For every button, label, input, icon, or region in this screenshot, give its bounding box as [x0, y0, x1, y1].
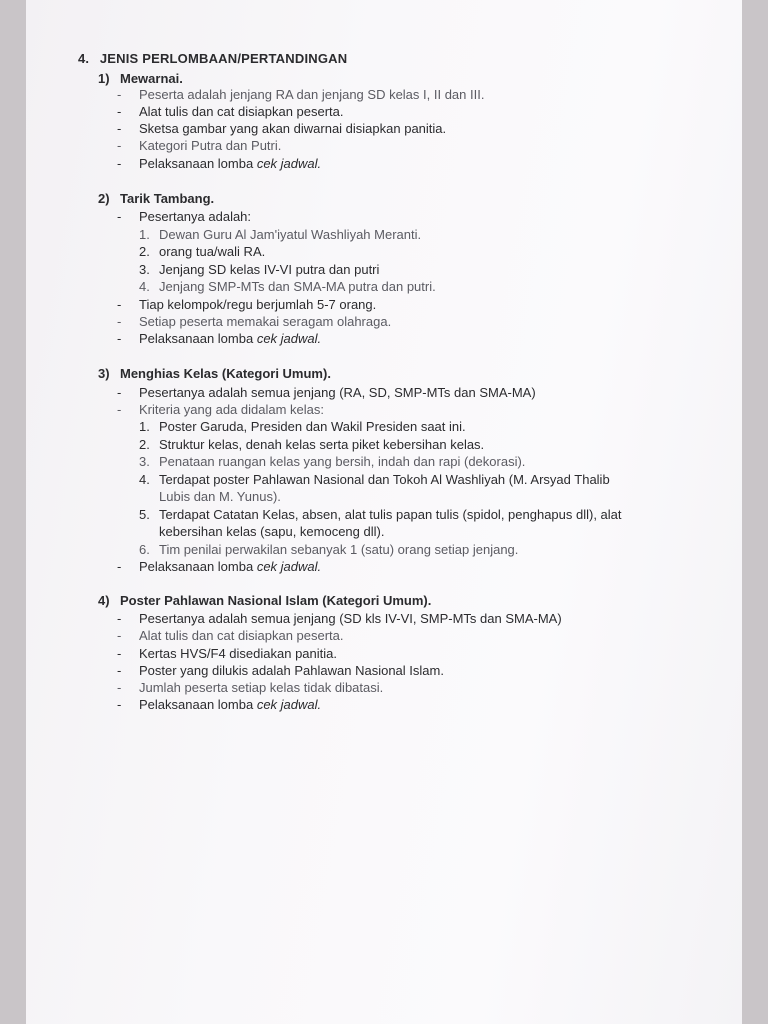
sub-text-cont: Lubis dan M. Yunus). — [159, 489, 281, 504]
heading-number: 4. — [78, 51, 90, 66]
sub-item — [139, 541, 518, 558]
section-title-text: Menghias Kelas (Kategori Umum). — [120, 366, 331, 381]
sub-number: 1. — [139, 227, 150, 242]
sub-text: Jenjang SD kelas IV-VI putra dan putri — [159, 262, 380, 277]
item-text: Pelaksanaan lomba — [139, 156, 257, 171]
item-text: Setiap peserta memakai seragam olahraga. — [139, 314, 392, 329]
section-title-tarik-tambang — [98, 191, 214, 206]
sub-number: 5. — [139, 507, 150, 522]
list-item: - Sketsa gambar yang akan diwarnai disiapkan panitia. — [117, 121, 447, 136]
sub-item — [139, 278, 436, 295]
list-item: - Alat tulis dan cat disiapkan peserta. — [117, 628, 344, 643]
sub-text: Terdapat Catatan Kelas, absen, alat tulis papan tulis (spidol, penghapus dll), alat — [159, 507, 622, 522]
sub-number: 4. — [139, 472, 150, 487]
sub-item — [139, 418, 466, 435]
list-item: - Kategori Putra dan Putri. — [117, 138, 282, 153]
section-title-text: Mewarnai. — [120, 71, 183, 86]
sub-item — [139, 436, 484, 453]
sub-text: Tim penilai perwakilan sebanyak 1 (satu) orang setiap jenjang. — [159, 542, 519, 557]
heading-title: JENIS PERLOMBAAN/PERTANDINGAN — [99, 51, 348, 66]
item-italic: cek jadwal. — [256, 331, 322, 346]
item-text: Alat tulis dan cat disiapkan peserta. — [139, 628, 344, 643]
section-number: 2) — [98, 191, 110, 206]
item-text: Tiap kelompok/regu berjumlah 5-7 orang. — [139, 297, 377, 312]
section-title-mewarnai — [98, 71, 183, 86]
sub-item — [139, 243, 265, 260]
section-title-text: Tarik Tambang. — [120, 191, 215, 206]
item-text: Pesertanya adalah semua jenjang (RA, SD, SMP-MTs dan SMA-MA) — [139, 385, 536, 400]
list-item: - Alat tulis dan cat disiapkan peserta. — [117, 104, 344, 119]
sub-text: Poster Garuda, Presiden dan Wakil Presiden saat ini. — [159, 419, 466, 434]
item-text: Pesertanya adalah: — [139, 209, 252, 224]
list-item: - Setiap peserta memakai seragam olahraga. — [117, 314, 392, 329]
item-text: Kertas HVS/F4 disediakan panitia. — [139, 646, 337, 661]
sub-number: 3. — [139, 454, 150, 469]
list-item: - Pesertanya adalah semua jenjang (RA, SD, SMP-MTs dan SMA-MA) — [117, 385, 536, 400]
list-item: - Peserta adalah jenjang RA dan jenjang SD kelas I, II dan III. — [117, 87, 485, 102]
sub-text: Penataan ruangan kelas yang bersih, indah dan rapi (dekorasi). — [159, 454, 526, 469]
item-text: Kriteria yang ada didalam kelas: — [139, 402, 324, 417]
section-title-text: Poster Pahlawan Nasional Islam (Kategori Umum). — [120, 593, 432, 608]
item-italic: cek jadwal. — [256, 559, 322, 574]
section-title-poster-pahlawan — [98, 593, 431, 608]
section-number: 1) — [98, 71, 110, 86]
item-text: Jumlah peserta setiap kelas tidak dibatasi. — [139, 680, 384, 695]
list-item: - Pesertanya adalah: — [117, 209, 252, 224]
list-item: - Pelaksanaan lomba cek jadwal. — [117, 156, 322, 171]
item-text: Alat tulis dan cat disiapkan peserta. — [139, 104, 344, 119]
section-number: 4) — [98, 593, 110, 608]
list-item: - Jumlah peserta setiap kelas tidak dibatasi. — [117, 680, 384, 695]
sub-text: Dewan Guru Al Jam'iyatul Washliyah Meranti. — [159, 227, 422, 242]
sub-number: 2. — [139, 244, 150, 259]
sub-item — [139, 453, 525, 470]
sub-text: Struktur kelas, denah kelas serta piket kebersihan kelas. — [159, 437, 485, 452]
section-title-menghias-kelas — [98, 366, 331, 381]
sub-item — [139, 506, 622, 523]
item-text: Pelaksanaan lomba — [139, 559, 257, 574]
list-item: - Pelaksanaan lomba cek jadwal. — [117, 559, 322, 574]
sub-text: Terdapat poster Pahlawan Nasional dan Tokoh Al Washliyah (M. Arsyad Thalib — [159, 472, 610, 487]
sub-item — [139, 471, 610, 488]
list-item: - Kertas HVS/F4 disediakan panitia. — [117, 646, 337, 661]
section-number: 3) — [98, 366, 110, 381]
list-item: - Pesertanya adalah semua jenjang (SD kls IV-VI, SMP-MTs dan SMA-MA) — [117, 611, 562, 626]
sub-item-continuation — [159, 488, 281, 505]
sub-number: 4. — [139, 279, 150, 294]
list-item: - Pelaksanaan lomba cek jadwal. — [117, 697, 322, 712]
sub-number: 2. — [139, 437, 150, 452]
item-italic: cek jadwal. — [256, 697, 322, 712]
list-item: - Kriteria yang ada didalam kelas: — [117, 402, 324, 417]
sub-number: 3. — [139, 262, 150, 277]
item-text: Sketsa gambar yang akan diwarnai disiapkan panitia. — [139, 121, 447, 136]
sub-number: 1. — [139, 419, 150, 434]
sub-text: Jenjang SMP-MTs dan SMA-MA putra dan putri. — [159, 279, 436, 294]
sub-text-cont: kebersihan kelas (sapu, kemoceng dll). — [159, 524, 385, 539]
item-italic: cek jadwal. — [256, 156, 322, 171]
section-heading — [78, 51, 347, 66]
list-item: - Pelaksanaan lomba cek jadwal. — [117, 331, 322, 346]
item-text: Kategori Putra dan Putri. — [139, 138, 282, 153]
list-item: - Tiap kelompok/regu berjumlah 5-7 orang. — [117, 297, 377, 312]
sub-text: orang tua/wali RA. — [159, 244, 266, 259]
sub-number: 6. — [139, 542, 150, 557]
sub-item — [139, 226, 421, 243]
item-text: Pesertanya adalah semua jenjang (SD kls IV-VI, SMP-MTs dan SMA-MA) — [139, 611, 562, 626]
sub-item-continuation — [159, 523, 384, 540]
item-text: Pelaksanaan lomba — [139, 331, 257, 346]
item-text: Poster yang dilukis adalah Pahlawan Nasional Islam. — [139, 663, 444, 678]
item-text: Pelaksanaan lomba — [139, 697, 257, 712]
sub-item — [139, 261, 379, 278]
item-text: Peserta adalah jenjang RA dan jenjang SD kelas I, II dan III. — [139, 87, 485, 102]
list-item: - Poster yang dilukis adalah Pahlawan Nasional Islam. — [117, 663, 444, 678]
